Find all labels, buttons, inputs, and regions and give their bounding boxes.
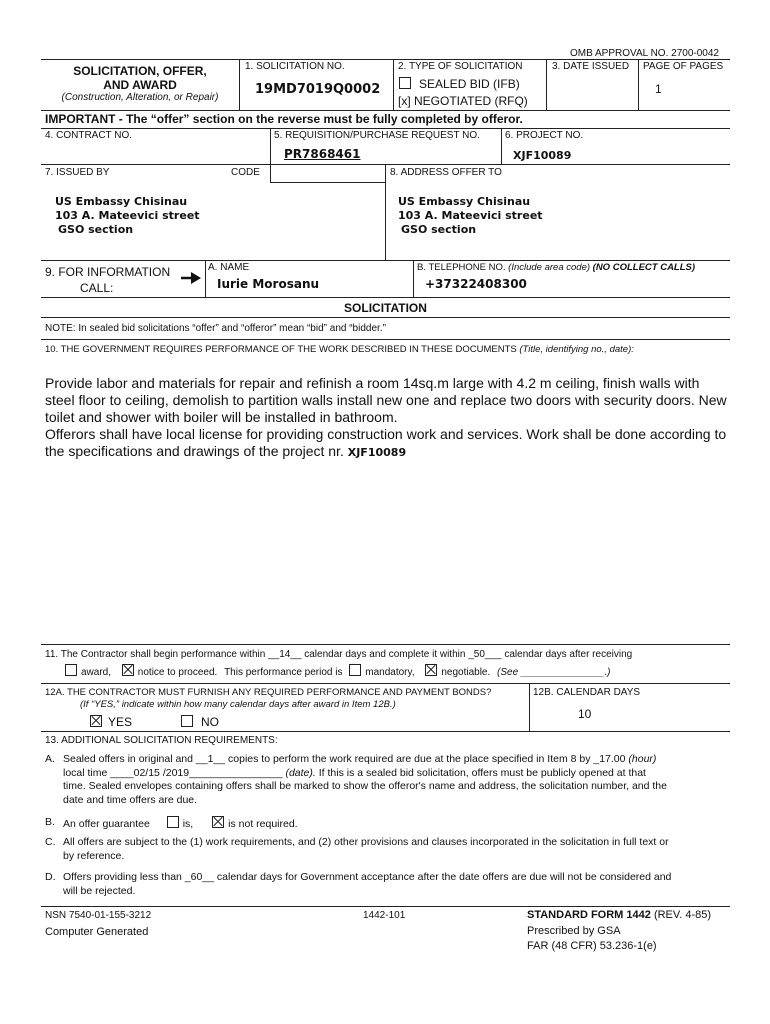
divider — [41, 339, 730, 340]
form-subtitle: (Construction, Alteration, or Repair) — [61, 92, 219, 103]
divider — [41, 731, 730, 732]
bonds-question: 12A. THE CONTRACTOR MUST FURNISH ANY REQUIRED PERFORMANCE AND PAYMENT BONDS? — [45, 687, 492, 698]
arrow-right-icon — [180, 270, 202, 286]
page-of-pages-label: PAGE OF PAGES — [643, 61, 724, 72]
standard-form: STANDARD FORM 1442 (REV. 4-85) — [527, 909, 711, 921]
solicitation-no-value: 19MD7019Q0002 — [255, 82, 381, 97]
work-description-p1: Provide labor and materials for repair and refinish a room 14sq.m large with 4.2 m ceiling, finish walls with steel floor to ceiling, demolish to partition walls install new one and replace two doors with security doors. New toilet and shower with boiler will be installed in bathroom. — [45, 375, 727, 425]
requirement-d: Offers providing less than _60__ calendar days for Government acceptance after the date offers are due will not be considered and will be rejected. — [63, 871, 672, 897]
form-title — [41, 64, 239, 103]
sealed-bid-note: NOTE: In sealed bid solicitations “offer” and “offeror” mean “bid” and “bidder.” — [45, 323, 386, 334]
requirement-d-letter: D. — [45, 871, 56, 883]
calendar-days-value: 10 — [578, 707, 592, 721]
divider — [239, 59, 240, 110]
issuer-address: US Embassy Chisinau 103 A. Mateevici street GSO section — [55, 195, 200, 236]
contact-name-value: Iurie Morosanu — [217, 277, 320, 291]
offer-address: US Embassy Chisinau 103 A. Mateevici street GSO section — [398, 195, 543, 236]
divider — [41, 110, 730, 111]
far-reference: FAR (48 CFR) 53.236-1(e) — [527, 940, 657, 952]
requirement-a: Sealed offers in original and __1__ copies to perform the work required are due at the place specified in Item 8 by _17.00 (hour) local time ____02/15 /2019________________ (date). If this is a sealed bid solicitation, offers must be publicly opened at that time. Sealed envelopes containing offers shall be marked to show the offeror's name and address, the solicitation number, and the date and time offers are due. — [63, 753, 667, 806]
divider — [413, 260, 414, 297]
divider — [501, 128, 502, 164]
bonds-yes-option[interactable]: YES — [90, 715, 132, 729]
item11-options: award, notice to proceed. This performance period is mandatory, negotiable. (See _______________.) — [65, 664, 610, 678]
work-description-label: 10. THE GOVERNMENT REQUIRES PERFORMANCE OF THE WORK DESCRIBED IN THESE DOCUMENTS (Title, identifying no., date): — [45, 344, 634, 355]
negotiable-checkbox[interactable] — [425, 664, 437, 676]
divider — [546, 59, 547, 110]
form-code: 1442-101 — [363, 910, 406, 921]
contract-no-label: 4. CONTRACT NO. — [45, 130, 133, 141]
telephone-value: +37322408300 — [425, 277, 527, 291]
page-number: 1 — [655, 82, 662, 96]
item11-text: 11. The Contractor shall begin performance within __14__ calendar days and complete it within _50___ calendar days after receiving — [45, 649, 633, 660]
requirement-b: An offer guarantee is, is not required. — [63, 818, 298, 830]
divider — [41, 297, 730, 298]
calendar-days-label: 12B. CALENDAR DAYS — [533, 687, 641, 698]
requisition-no-label: 5. REQUISITION/PURCHASE REQUEST NO. — [274, 130, 480, 141]
negotiated-option[interactable]: [x] NEGOTIATED (RFQ) — [398, 94, 528, 108]
issued-by-label: 7. ISSUED BY — [45, 167, 110, 178]
guarantee-is-checkbox[interactable] — [167, 816, 179, 828]
negotiated-mark: [x] — [398, 94, 411, 108]
code-label: CODE — [231, 167, 260, 178]
divider — [41, 128, 730, 129]
address-offer-label: 8. ADDRESS OFFER TO — [390, 167, 502, 178]
divider — [41, 59, 730, 60]
contact-name-label: A. NAME — [208, 262, 250, 273]
solicitation-no-label: 1. SOLICITATION NO. — [245, 61, 345, 72]
info-call-label-1: 9. FOR INFORMATION — [45, 265, 171, 279]
divider — [41, 683, 730, 684]
divider — [41, 260, 730, 261]
computer-generated: Computer Generated — [45, 926, 149, 938]
divider — [41, 644, 730, 645]
divider — [270, 182, 385, 183]
sealed-bid-option[interactable]: SEALED BID (IFB) — [399, 77, 520, 91]
guarantee-not-required-checkbox[interactable] — [212, 816, 224, 828]
award-checkbox[interactable] — [65, 664, 77, 676]
requirement-b-letter: B. — [45, 816, 55, 828]
solicitation-heading: SOLICITATION — [344, 301, 427, 315]
nsn-number: NSN 7540-01-155-3212 — [45, 910, 152, 921]
form-title-line1: SOLICITATION, OFFER, — [73, 64, 207, 78]
requirement-c-letter: C. — [45, 836, 56, 848]
important-note: IMPORTANT - The “offer” section on the reverse must be fully completed by offeror. — [45, 112, 523, 126]
form-title-line2: AND AWARD — [103, 78, 177, 92]
requisition-no-value: PR7868461 — [284, 147, 361, 161]
mandatory-checkbox[interactable] — [349, 664, 361, 676]
telephone-label: B. TELEPHONE NO. (Include area code) (NO COLLECT CALLS) — [417, 262, 696, 273]
requirement-c: All offers are subject to the (1) work requirements, and (2) other provisions and clauses incorporated in the solicitation in full text or by reference. — [63, 836, 669, 862]
yes-checkbox[interactable] — [90, 715, 102, 727]
divider — [205, 260, 206, 297]
divider — [270, 128, 271, 164]
date-issued-label: 3. DATE ISSUED — [552, 61, 630, 72]
work-description — [45, 375, 730, 461]
work-description-p2: Offerors shall have local license for providing construction work and services. Work shall be done according to the specifications and drawings of the project nr. XJF10089 — [45, 426, 727, 459]
divider — [270, 164, 271, 182]
bonds-no-option[interactable]: NO — [181, 715, 219, 729]
divider — [638, 59, 639, 110]
ntp-checkbox[interactable] — [122, 664, 134, 676]
omb-approval: OMB APPROVAL NO. 2700-0042 — [570, 48, 719, 59]
checkbox-unchecked-icon[interactable] — [399, 77, 411, 89]
bonds-note: (If “YES,” indicate within how many calendar days after award in Item 12B.) — [80, 699, 396, 710]
divider — [529, 683, 530, 731]
divider — [385, 164, 386, 260]
info-call-label-2: CALL: — [80, 281, 114, 295]
no-checkbox[interactable] — [181, 715, 193, 727]
additional-requirements-heading: 13. ADDITIONAL SOLICITATION REQUIREMENTS: — [45, 735, 278, 746]
divider — [41, 906, 730, 907]
prescribed-by: Prescribed by GSA — [527, 925, 621, 937]
project-no-label: 6. PROJECT NO. — [505, 130, 584, 141]
divider — [393, 59, 394, 110]
solicitation-type-label: 2. TYPE OF SOLICITATION — [398, 61, 523, 72]
divider — [41, 317, 730, 318]
requirement-a-letter: A. — [45, 753, 55, 765]
project-no-value: XJF10089 — [513, 149, 572, 162]
